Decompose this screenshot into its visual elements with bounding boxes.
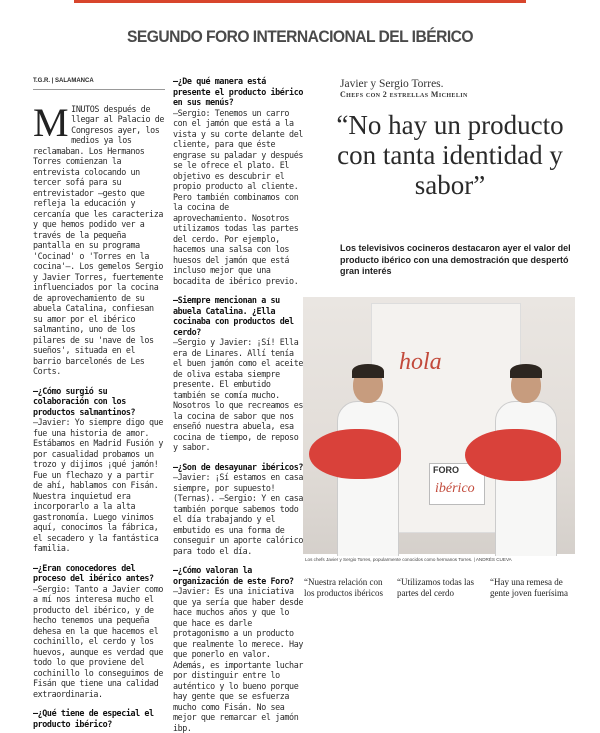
answer: —Javier: Es una iniciativa que ya sería que haber desde hace muchos años y que lo que hace es darle protagonismo a un producto que realmente lo merece. Hay que ponerlo en valor. Además, es importante luchar por distinguir entre lo auténtico y lo bueno porque hay gente que se esfuerza mucho como Fisán. No sea mejor que remarcar el jamón ibp. bbox=[173, 586, 303, 733]
intro-text: INUTOS después de llegar al Palacio de Congresos ayer, los medios ya los reclamaban. Los Hermanos Torres comienzan la entrevista colocando un tercer sofá para su entrevistador —gesto que refleja la educación y cercanía que les caracteriza y que hemos podido ver a través de la pequeña pantalla en su programa 'Cocinad' o 'Torres en la cocina'—. Los gemelos Sergio y Javier Torres, fuertemente influenciados por la cocina de aprovechamiento de su abuela Catalina, confiesan su amor por el ibérico salmantino, uno de los pilares de su 'nave de los sueños', situada en el barrio barcelonés de Les Corts. bbox=[33, 103, 165, 376]
foro-logo-sublabel: ibérico bbox=[435, 481, 475, 496]
question: —¿Cómo valoran la organización de este Foro? bbox=[173, 565, 294, 586]
page-headline: SEGUNDO FORO INTERNACIONAL DEL IBÉRICO bbox=[126, 27, 474, 46]
byline: T.G.R. | SALAMANCA bbox=[33, 76, 165, 90]
article-photo bbox=[303, 297, 575, 554]
article-column-1 bbox=[33, 76, 165, 729]
article-column-2 bbox=[173, 76, 303, 733]
answer: —Sergio: Tanto a Javier como a mí nos interesa mucho el producto del ibérico, y de hecho tenemos una pequeña dehesa en la que hacemos el cochinillo, el cerdo y los huevos, aunque es verdad que todo lo que proviene del cochinillo lo conseguimos de Fisán que tiene una calidad extraordinaria. bbox=[33, 583, 163, 699]
answer: —Sergio y Javier: ¡Sí! Ella era de Linares. Allí tenía el buen jamón como el aceite de oliva estaba siempre presente. El embutido también se comía mucho. Nosotros lo que recreamos es la cocina de sabor que nos enseñó nuestra abuela, esa cocina de tiempo, de reposo y sabor. bbox=[173, 337, 303, 452]
qa-block bbox=[173, 462, 303, 557]
chef-right-jacket bbox=[495, 401, 557, 561]
chef-right-hair bbox=[510, 364, 542, 378]
pullquote-1: “Nuestra relación con los productos ibéricos bbox=[304, 577, 383, 598]
chef-left-hair bbox=[352, 364, 384, 378]
chef-left-jacket bbox=[337, 401, 399, 561]
subject-role: Chefs con 2 estrellas Michelin bbox=[340, 90, 468, 99]
top-accent-bar bbox=[74, 0, 526, 3]
pig-cutout-left bbox=[309, 429, 401, 479]
question: —Siempre mencionan a su abuela Catalina. ¿Ella cocinaba con productos del cerdo? bbox=[173, 295, 294, 337]
intro-paragraph bbox=[33, 99, 165, 377]
qa-block bbox=[173, 565, 303, 733]
question: —¿Qué tiene de especial el producto ibérico? bbox=[33, 708, 154, 729]
qa-block bbox=[33, 386, 165, 554]
pullquote-2: “Utilizamos todas las partes del cerdo bbox=[397, 577, 474, 598]
qa-block bbox=[173, 76, 303, 286]
question: —¿Eran conocedores del proceso del ibérico antes? bbox=[33, 562, 154, 583]
interview-subject bbox=[340, 78, 570, 99]
answer: —Javier: ¡Sí estamos en casa siempre, por supuesto! (Ternas). —Sergio: Y en casa también porque sabemos todo el día trabajando y el embutido es una forma de conseguir un aporte calórico para todo el día. bbox=[173, 472, 303, 556]
qa-list-col2 bbox=[173, 76, 303, 733]
question: —¿Cómo surgió su colaboración con los productos salmantinos? bbox=[33, 385, 136, 417]
qa-block bbox=[173, 295, 303, 453]
answer: —Javier: Yo siempre digo que fue una historia de amor. Estábamos en Madrid Fusión y por casualidad probamos un trozo y dijimos ¡qué jamón! Fue un flechazo y a partir de ahí, hablamos con Fisán. Nuestra inquietud era incorporarlo a la alta gastronomía. Luego vinimos aquí, conocimos la fábrica, el secadero y la fantástica familia. bbox=[33, 417, 163, 553]
pullquote-3: “Hay una remesa de gente joven fuerísima bbox=[490, 577, 568, 598]
subject-name: Javier y Sergio Torres. bbox=[340, 78, 444, 90]
photo-caption: Los chefs Javier y Sergio Torres, popularmente conocidos como hermanos Torres. | ANDRÉS CUEVA bbox=[303, 556, 575, 566]
headline-quote: “No hay un producto con tanta identidad y sabor” bbox=[336, 110, 564, 200]
qa-block bbox=[33, 708, 165, 729]
question: —¿Son de desayunar ibéricos? bbox=[173, 461, 303, 472]
backdrop-text: hola bbox=[399, 349, 442, 375]
dropcap: M bbox=[33, 99, 69, 145]
qa-block bbox=[33, 563, 165, 700]
lede-text: Los televisivos cocineros destacaron ayer el valor del producto ibérico con una demostración que despertó gran interés bbox=[340, 243, 571, 276]
question: —¿De qué manera está presente el producto ibérico en sus menús? bbox=[173, 76, 303, 107]
answer: —Sergio: Tenemos un carro con el jamón que está a la vista y su corte delante del cliente, para que éste engrase su paladar y después se le ofrece el plato. El objetivo es descubrir el propio producto al cliente. Pero también combinamos con la cocina de aprovechamiento. Nosotros utilizamos todas las partes del cerdo. Por ejemplo, hacemos una salsa con los huesos del jamón que está incluso mejor que una bocadita de ibérico previo. bbox=[173, 107, 303, 286]
qa-list-col1 bbox=[33, 386, 165, 730]
pig-cutout-right bbox=[465, 429, 561, 481]
foro-logo-label: FORO bbox=[433, 465, 459, 475]
